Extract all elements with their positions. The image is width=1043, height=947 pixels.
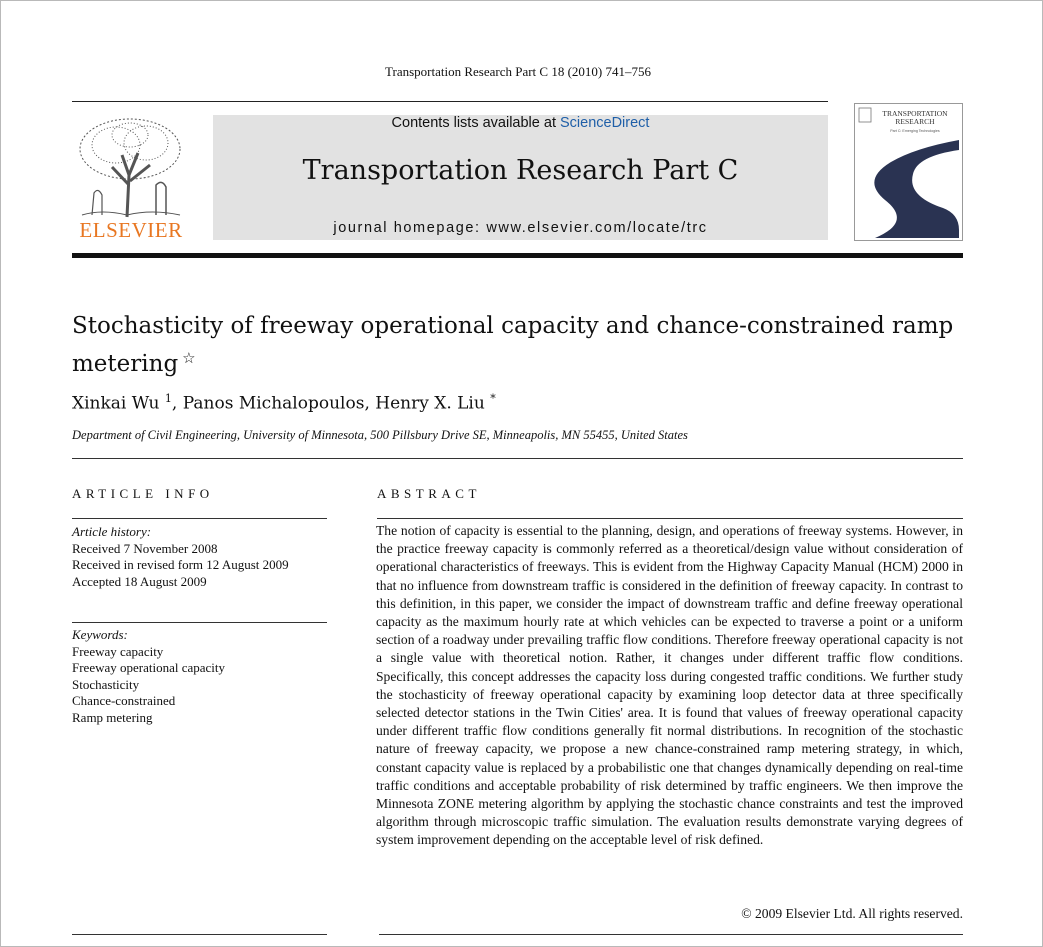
author-separator: , — [364, 393, 376, 414]
cover-subtitle: Part C: Emerging Technologies — [890, 129, 940, 133]
article-title-text: Stochasticity of freeway operational capacity and chance-constrained ramp metering — [72, 313, 954, 377]
corresponding-author-mark[interactable]: * — [490, 392, 496, 405]
keyword-item: Freeway capacity — [72, 643, 164, 659]
header-thick-rule — [72, 253, 963, 258]
article-title — [72, 310, 972, 380]
article-info-heading: ARTICLE INFO — [72, 486, 214, 501]
article-history — [72, 524, 327, 590]
cover-title: TRANSPORTATION — [882, 109, 948, 118]
header-rule — [72, 101, 828, 102]
journal-homepage[interactable]: journal homepage: www.elsevier.com/locate/trc — [333, 220, 708, 236]
keywords — [72, 627, 327, 726]
keyword-item: Stochasticity — [72, 676, 140, 692]
affiliation: Department of Civil Engineering, University of Minnesota, 500 Pillsbury Drive SE, Minneapolis, MN 55455, United States — [72, 428, 688, 442]
history-item: Received in revised form 12 August 2009 — [72, 557, 289, 572]
history-label: Article history: — [72, 524, 152, 539]
publisher-logo-text: ELSEVIER — [79, 218, 183, 242]
keywords-rule — [72, 622, 327, 623]
journal-title: Transportation Research Part C — [302, 155, 739, 186]
title-footnote-star[interactable]: ☆ — [182, 349, 196, 367]
cover-title-2: RESEARCH — [895, 117, 935, 126]
author-list — [72, 392, 872, 414]
abstract-rule — [377, 518, 963, 519]
sciencedirect-link[interactable]: ScienceDirect — [560, 115, 650, 131]
history-item: Accepted 18 August 2009 — [72, 573, 207, 589]
copyright-notice: © 2009 Elsevier Ltd. All rights reserved. — [741, 906, 963, 921]
keywords-label: Keywords: — [72, 627, 128, 642]
section-divider — [72, 458, 963, 459]
bottom-rule-left — [72, 934, 327, 935]
journal-citation: Transportation Research Part C 18 (2010) 741–756 — [385, 64, 651, 79]
contents-line — [213, 115, 828, 131]
author-name: Panos Michalopoulos — [182, 393, 365, 414]
keyword-item: Chance-constrained — [72, 693, 176, 708]
abstract-text: The notion of capacity is essential to the planning, design, and operations of freeway systems. However, in the practice freeway capacity is commonly referred as a theoretical/design value without consideration of operational characteristics of freeways. This is evident from the Highway Capacity Manual (HCM) 2000 in that no influence from downstream traffic is considered in the definition of freeway capacity. In contrast to this definition, in this paper, we consider the impact of downstream traffic and define freeway operational capacity as the maximum hourly rate at which vehicles can be expected to traverse a point or a uniform section of a roadway under prevailing traffic flow conditions. Therefore freeway operational capacity is not a single value with theoretical notion. Rather, it changes under different traffic flow conditions. Specifically, this concept addresses the capacity loss during congested traffic conditions. We further study the stochasticity of freeway operational capacity by examining loop detector data at three specifically selected detector stations in the Twin Cities' area. It is found that values of freeway operational capacity under different traffic flow conditions generally fit normal distributions. In recognition of the stochastic nature of freeway capacity, we propose a new chance-constrained ramp metering strategy, in which, constant capacity value is replaced by a probabilistic one that changes dynamically depending on real-time traffic conditions and acceptable probability of risk determined by traffic engineers. We then improve the Minnesota ZONE metering algorithm by applying the stochastic chance constraints and test the improved algorithm through microscopic traffic simulation. The evaluation results demonstrate varying degrees of system improvement depending on the acceptable level of risk defined. — [376, 523, 963, 848]
contents-prefix: Contents lists available at — [391, 115, 560, 131]
journal-cover — [854, 103, 963, 241]
bottom-rule-right — [379, 934, 963, 935]
history-item: Received 7 November 2008 — [72, 540, 218, 556]
abstract-heading: ABSTRACT — [377, 486, 481, 501]
keyword-item: Ramp metering — [72, 709, 153, 725]
article-info-rule — [72, 518, 327, 519]
keyword-item: Freeway operational capacity — [72, 660, 226, 675]
author-separator: , — [171, 393, 183, 414]
author-name: Henry X. Liu — [375, 393, 485, 414]
author-name: Xinkai Wu — [72, 393, 160, 414]
author-footnote-mark[interactable]: 1 — [164, 392, 172, 405]
